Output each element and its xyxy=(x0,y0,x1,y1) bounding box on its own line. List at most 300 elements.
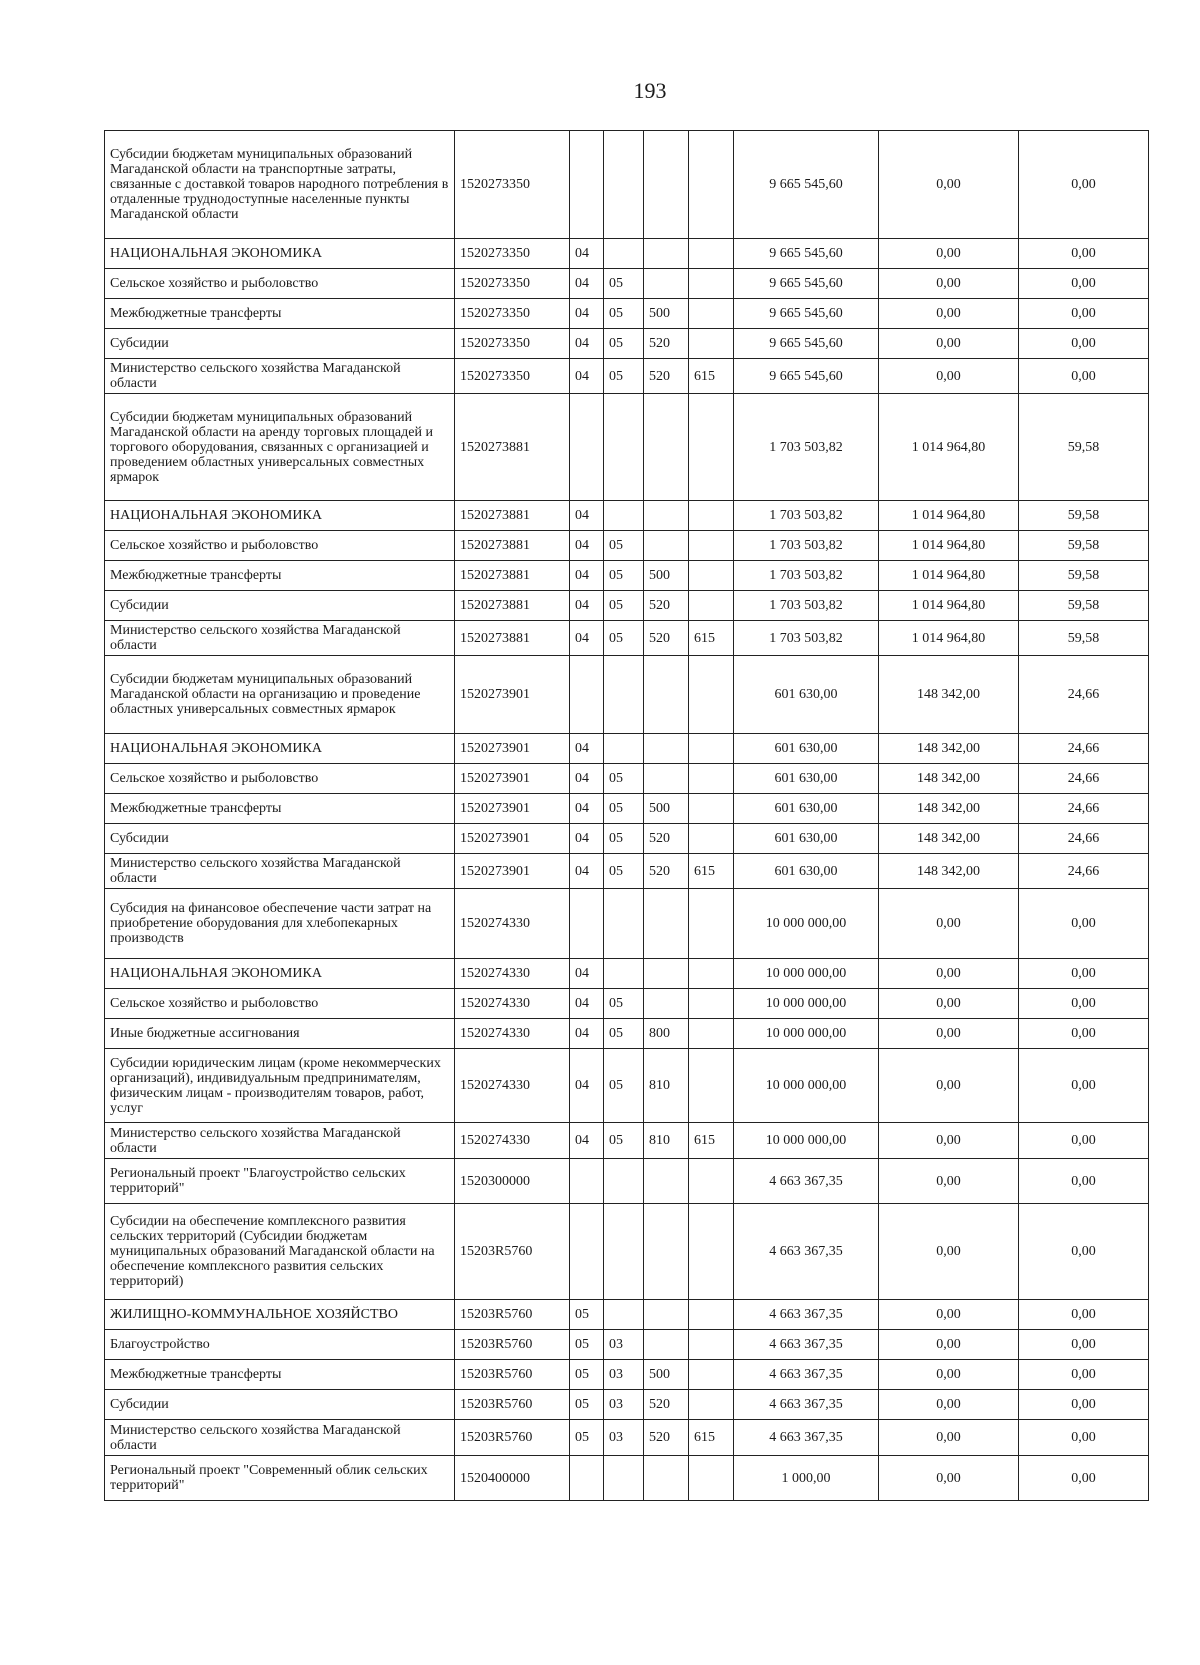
row-expense-type: 520 xyxy=(644,854,689,889)
row-administrator xyxy=(689,1204,734,1300)
row-subsection: 05 xyxy=(604,269,644,299)
table-row xyxy=(105,394,1149,501)
row-administrator xyxy=(689,656,734,734)
row-expense-type xyxy=(644,889,689,959)
row-executed-amount: 0,00 xyxy=(879,359,1019,394)
row-planned-amount: 1 703 503,82 xyxy=(734,531,879,561)
row-execution-percent: 0,00 xyxy=(1019,1123,1149,1159)
row-section xyxy=(570,1456,604,1501)
row-executed-amount: 148 342,00 xyxy=(879,734,1019,764)
row-subsection xyxy=(604,656,644,734)
row-subsection: 05 xyxy=(604,329,644,359)
row-section: 04 xyxy=(570,329,604,359)
row-target-code: 1520273350 xyxy=(455,359,570,394)
row-planned-amount: 601 630,00 xyxy=(734,854,879,889)
table-row xyxy=(105,239,1149,269)
row-expense-type xyxy=(644,269,689,299)
row-target-code: 15203R5760 xyxy=(455,1420,570,1456)
row-target-code: 1520274330 xyxy=(455,989,570,1019)
row-target-code: 1520274330 xyxy=(455,959,570,989)
row-target-code: 1520273881 xyxy=(455,561,570,591)
row-name: Благоустройство xyxy=(105,1330,455,1360)
row-planned-amount: 9 665 545,60 xyxy=(734,239,879,269)
row-planned-amount: 10 000 000,00 xyxy=(734,1123,879,1159)
row-target-code: 1520273881 xyxy=(455,501,570,531)
row-subsection: 03 xyxy=(604,1330,644,1360)
row-administrator: 615 xyxy=(689,1420,734,1456)
row-target-code: 1520273350 xyxy=(455,299,570,329)
table-row xyxy=(105,269,1149,299)
row-target-code: 15203R5760 xyxy=(455,1360,570,1390)
row-subsection: 03 xyxy=(604,1390,644,1420)
row-planned-amount: 10 000 000,00 xyxy=(734,989,879,1019)
row-name: Сельское хозяйство и рыболовство xyxy=(105,764,455,794)
table-row xyxy=(105,1330,1149,1360)
row-target-code: 1520300000 xyxy=(455,1159,570,1204)
row-section xyxy=(570,1204,604,1300)
table-row xyxy=(105,561,1149,591)
row-target-code: 1520273901 xyxy=(455,734,570,764)
row-planned-amount: 10 000 000,00 xyxy=(734,1019,879,1049)
row-target-code: 1520273350 xyxy=(455,131,570,239)
table-row xyxy=(105,889,1149,959)
table-row xyxy=(105,591,1149,621)
row-execution-percent: 0,00 xyxy=(1019,1420,1149,1456)
row-name: Субсидии xyxy=(105,1390,455,1420)
row-planned-amount: 10 000 000,00 xyxy=(734,889,879,959)
row-target-code: 15203R5760 xyxy=(455,1204,570,1300)
table-row xyxy=(105,1159,1149,1204)
table-row xyxy=(105,329,1149,359)
row-expense-type: 500 xyxy=(644,1360,689,1390)
row-expense-type: 500 xyxy=(644,794,689,824)
row-subsection: 05 xyxy=(604,794,644,824)
row-name: Субсидии на обеспечение комплексного развития сельских территорий (Субсидии бюджетам муниципальных образований Магаданской области на обеспечение комплексного развития сельских территорий) xyxy=(105,1204,455,1300)
row-planned-amount: 601 630,00 xyxy=(734,824,879,854)
row-executed-amount: 1 014 964,80 xyxy=(879,561,1019,591)
row-planned-amount: 1 000,00 xyxy=(734,1456,879,1501)
row-subsection: 05 xyxy=(604,621,644,656)
row-planned-amount: 1 703 503,82 xyxy=(734,591,879,621)
row-name: Субсидии юридическим лицам (кроме некоммерческих организаций), индивидуальным предпринимателям, физическим лицам - производителям товаров, работ, услуг xyxy=(105,1049,455,1123)
row-target-code: 15203R5760 xyxy=(455,1300,570,1330)
row-name: Субсидия на финансовое обеспечение части затрат на приобретение оборудования для хлебопекарных производств xyxy=(105,889,455,959)
row-administrator xyxy=(689,764,734,794)
table-row xyxy=(105,794,1149,824)
row-section: 04 xyxy=(570,764,604,794)
row-administrator xyxy=(689,989,734,1019)
row-executed-amount: 148 342,00 xyxy=(879,854,1019,889)
row-name: НАЦИОНАЛЬНАЯ ЭКОНОМИКА xyxy=(105,959,455,989)
row-administrator xyxy=(689,889,734,959)
row-subsection: 05 xyxy=(604,854,644,889)
row-section xyxy=(570,656,604,734)
row-subsection: 05 xyxy=(604,359,644,394)
row-executed-amount: 0,00 xyxy=(879,1159,1019,1204)
row-name: Межбюджетные трансферты xyxy=(105,561,455,591)
row-executed-amount: 148 342,00 xyxy=(879,794,1019,824)
row-target-code: 1520273881 xyxy=(455,591,570,621)
row-name: Межбюджетные трансферты xyxy=(105,1360,455,1390)
row-section: 04 xyxy=(570,299,604,329)
row-executed-amount: 0,00 xyxy=(879,1330,1019,1360)
row-planned-amount: 9 665 545,60 xyxy=(734,299,879,329)
row-administrator xyxy=(689,824,734,854)
row-administrator xyxy=(689,1300,734,1330)
row-target-code: 1520274330 xyxy=(455,1123,570,1159)
row-executed-amount: 0,00 xyxy=(879,1204,1019,1300)
row-administrator xyxy=(689,561,734,591)
row-administrator xyxy=(689,1159,734,1204)
row-section: 04 xyxy=(570,561,604,591)
row-execution-percent: 59,58 xyxy=(1019,591,1149,621)
row-expense-type xyxy=(644,656,689,734)
row-planned-amount: 1 703 503,82 xyxy=(734,561,879,591)
row-administrator xyxy=(689,1456,734,1501)
row-execution-percent: 24,66 xyxy=(1019,764,1149,794)
table-row xyxy=(105,1049,1149,1123)
table-row xyxy=(105,299,1149,329)
row-expense-type: 500 xyxy=(644,299,689,329)
table-row xyxy=(105,531,1149,561)
table-row xyxy=(105,854,1149,889)
row-execution-percent: 0,00 xyxy=(1019,1019,1149,1049)
row-subsection xyxy=(604,394,644,501)
row-administrator xyxy=(689,501,734,531)
row-administrator xyxy=(689,269,734,299)
table-row xyxy=(105,131,1149,239)
row-executed-amount: 1 014 964,80 xyxy=(879,394,1019,501)
row-executed-amount: 0,00 xyxy=(879,131,1019,239)
row-name: Региональный проект "Благоустройство сельских территорий" xyxy=(105,1159,455,1204)
row-target-code: 15203R5760 xyxy=(455,1330,570,1360)
row-expense-type: 800 xyxy=(644,1019,689,1049)
row-planned-amount: 4 663 367,35 xyxy=(734,1390,879,1420)
row-planned-amount: 4 663 367,35 xyxy=(734,1420,879,1456)
row-subsection: 05 xyxy=(604,1123,644,1159)
row-executed-amount: 0,00 xyxy=(879,329,1019,359)
row-section: 04 xyxy=(570,501,604,531)
row-execution-percent: 59,58 xyxy=(1019,561,1149,591)
row-subsection xyxy=(604,239,644,269)
row-section: 04 xyxy=(570,989,604,1019)
row-target-code: 1520274330 xyxy=(455,1049,570,1123)
row-section: 05 xyxy=(570,1360,604,1390)
row-target-code: 1520274330 xyxy=(455,889,570,959)
row-execution-percent: 0,00 xyxy=(1019,1204,1149,1300)
row-planned-amount: 601 630,00 xyxy=(734,794,879,824)
row-execution-percent: 59,58 xyxy=(1019,394,1149,501)
row-section: 04 xyxy=(570,239,604,269)
row-target-code: 1520273901 xyxy=(455,764,570,794)
row-subsection xyxy=(604,889,644,959)
row-name: ЖИЛИЩНО-КОММУНАЛЬНОЕ ХОЗЯЙСТВО xyxy=(105,1300,455,1330)
row-section: 05 xyxy=(570,1300,604,1330)
row-execution-percent: 0,00 xyxy=(1019,889,1149,959)
row-name: Министерство сельского хозяйства Магаданской области xyxy=(105,621,455,656)
row-execution-percent: 0,00 xyxy=(1019,1456,1149,1501)
row-expense-type xyxy=(644,959,689,989)
row-section xyxy=(570,889,604,959)
row-expense-type: 520 xyxy=(644,824,689,854)
row-target-code: 1520273901 xyxy=(455,824,570,854)
row-section: 04 xyxy=(570,734,604,764)
row-planned-amount: 4 663 367,35 xyxy=(734,1159,879,1204)
row-subsection xyxy=(604,1159,644,1204)
row-name: Субсидии xyxy=(105,329,455,359)
row-planned-amount: 9 665 545,60 xyxy=(734,131,879,239)
row-name: Межбюджетные трансферты xyxy=(105,299,455,329)
row-administrator xyxy=(689,1360,734,1390)
row-execution-percent: 24,66 xyxy=(1019,854,1149,889)
table-row xyxy=(105,359,1149,394)
row-administrator xyxy=(689,794,734,824)
row-section: 04 xyxy=(570,621,604,656)
row-execution-percent: 0,00 xyxy=(1019,1159,1149,1204)
row-administrator xyxy=(689,329,734,359)
row-expense-type: 520 xyxy=(644,329,689,359)
table-row xyxy=(105,1300,1149,1330)
row-subsection xyxy=(604,501,644,531)
row-section: 04 xyxy=(570,959,604,989)
row-target-code: 15203R5760 xyxy=(455,1390,570,1420)
row-section: 05 xyxy=(570,1390,604,1420)
row-name: Сельское хозяйство и рыболовство xyxy=(105,531,455,561)
row-execution-percent: 24,66 xyxy=(1019,824,1149,854)
row-subsection: 05 xyxy=(604,1049,644,1123)
row-execution-percent: 59,58 xyxy=(1019,531,1149,561)
row-expense-type: 810 xyxy=(644,1123,689,1159)
row-subsection: 03 xyxy=(604,1360,644,1390)
row-administrator xyxy=(689,1330,734,1360)
row-executed-amount: 1 014 964,80 xyxy=(879,531,1019,561)
row-target-code: 1520273881 xyxy=(455,621,570,656)
row-execution-percent: 0,00 xyxy=(1019,131,1149,239)
row-expense-type: 810 xyxy=(644,1049,689,1123)
row-subsection: 03 xyxy=(604,1420,644,1456)
row-executed-amount: 0,00 xyxy=(879,959,1019,989)
row-subsection: 05 xyxy=(604,591,644,621)
table-row xyxy=(105,1360,1149,1390)
table-row xyxy=(105,959,1149,989)
row-expense-type xyxy=(644,1300,689,1330)
row-executed-amount: 0,00 xyxy=(879,989,1019,1019)
row-executed-amount: 148 342,00 xyxy=(879,824,1019,854)
row-expense-type xyxy=(644,131,689,239)
row-planned-amount: 1 703 503,82 xyxy=(734,621,879,656)
budget-table xyxy=(104,130,1149,1501)
row-name: Субсидии xyxy=(105,824,455,854)
row-subsection xyxy=(604,131,644,239)
row-subsection xyxy=(604,959,644,989)
row-planned-amount: 4 663 367,35 xyxy=(734,1204,879,1300)
row-target-code: 1520400000 xyxy=(455,1456,570,1501)
row-name: Иные бюджетные ассигнования xyxy=(105,1019,455,1049)
row-administrator xyxy=(689,299,734,329)
row-execution-percent: 0,00 xyxy=(1019,1330,1149,1360)
row-target-code: 1520273350 xyxy=(455,239,570,269)
row-expense-type xyxy=(644,531,689,561)
row-expense-type: 520 xyxy=(644,1420,689,1456)
row-planned-amount: 1 703 503,82 xyxy=(734,501,879,531)
row-executed-amount: 0,00 xyxy=(879,239,1019,269)
row-executed-amount: 148 342,00 xyxy=(879,764,1019,794)
row-section: 04 xyxy=(570,1123,604,1159)
row-executed-amount: 0,00 xyxy=(879,1123,1019,1159)
row-execution-percent: 59,58 xyxy=(1019,621,1149,656)
row-administrator xyxy=(689,1049,734,1123)
row-name: Региональный проект "Современный облик сельских территорий" xyxy=(105,1456,455,1501)
row-executed-amount: 0,00 xyxy=(879,1300,1019,1330)
row-expense-type: 500 xyxy=(644,561,689,591)
row-section: 04 xyxy=(570,1049,604,1123)
row-name: НАЦИОНАЛЬНАЯ ЭКОНОМИКА xyxy=(105,501,455,531)
row-section: 04 xyxy=(570,1019,604,1049)
row-target-code: 1520273901 xyxy=(455,854,570,889)
row-expense-type xyxy=(644,1159,689,1204)
row-section xyxy=(570,1159,604,1204)
row-execution-percent: 0,00 xyxy=(1019,269,1149,299)
row-subsection xyxy=(604,1204,644,1300)
row-section: 04 xyxy=(570,794,604,824)
row-execution-percent: 24,66 xyxy=(1019,794,1149,824)
row-execution-percent: 0,00 xyxy=(1019,299,1149,329)
row-section: 05 xyxy=(570,1330,604,1360)
row-expense-type xyxy=(644,764,689,794)
row-execution-percent: 0,00 xyxy=(1019,959,1149,989)
row-executed-amount: 0,00 xyxy=(879,1420,1019,1456)
row-executed-amount: 148 342,00 xyxy=(879,656,1019,734)
row-administrator xyxy=(689,131,734,239)
row-administrator xyxy=(689,531,734,561)
row-administrator: 615 xyxy=(689,1123,734,1159)
row-name: НАЦИОНАЛЬНАЯ ЭКОНОМИКА xyxy=(105,239,455,269)
row-planned-amount: 9 665 545,60 xyxy=(734,359,879,394)
row-subsection xyxy=(604,1456,644,1501)
row-executed-amount: 0,00 xyxy=(879,1456,1019,1501)
row-target-code: 1520273901 xyxy=(455,794,570,824)
row-expense-type xyxy=(644,1456,689,1501)
table-row xyxy=(105,1123,1149,1159)
table-row xyxy=(105,1420,1149,1456)
row-section xyxy=(570,394,604,501)
row-execution-percent: 24,66 xyxy=(1019,656,1149,734)
table-row xyxy=(105,734,1149,764)
row-subsection: 05 xyxy=(604,1019,644,1049)
table-row xyxy=(105,621,1149,656)
row-execution-percent: 0,00 xyxy=(1019,329,1149,359)
row-name: Сельское хозяйство и рыболовство xyxy=(105,989,455,1019)
row-planned-amount: 4 663 367,35 xyxy=(734,1300,879,1330)
row-expense-type: 520 xyxy=(644,591,689,621)
row-section: 04 xyxy=(570,591,604,621)
row-expense-type xyxy=(644,734,689,764)
row-expense-type xyxy=(644,239,689,269)
row-executed-amount: 1 014 964,80 xyxy=(879,621,1019,656)
row-administrator: 615 xyxy=(689,621,734,656)
row-name: Сельское хозяйство и рыболовство xyxy=(105,269,455,299)
row-planned-amount: 1 703 503,82 xyxy=(734,394,879,501)
row-target-code: 1520273881 xyxy=(455,394,570,501)
row-target-code: 1520273350 xyxy=(455,269,570,299)
row-name: Межбюджетные трансферты xyxy=(105,794,455,824)
row-section: 04 xyxy=(570,359,604,394)
row-expense-type xyxy=(644,501,689,531)
row-target-code: 1520274330 xyxy=(455,1019,570,1049)
row-expense-type xyxy=(644,394,689,501)
row-planned-amount: 4 663 367,35 xyxy=(734,1360,879,1390)
row-section: 04 xyxy=(570,269,604,299)
row-section xyxy=(570,131,604,239)
row-executed-amount: 0,00 xyxy=(879,1360,1019,1390)
table-row xyxy=(105,989,1149,1019)
row-expense-type: 520 xyxy=(644,359,689,394)
row-target-code: 1520273350 xyxy=(455,329,570,359)
row-expense-type xyxy=(644,1204,689,1300)
row-name: Министерство сельского хозяйства Магаданской области xyxy=(105,1420,455,1456)
row-name: Субсидии xyxy=(105,591,455,621)
row-administrator: 615 xyxy=(689,359,734,394)
row-subsection: 05 xyxy=(604,561,644,591)
row-subsection: 05 xyxy=(604,299,644,329)
row-administrator xyxy=(689,239,734,269)
row-executed-amount: 0,00 xyxy=(879,889,1019,959)
row-expense-type: 520 xyxy=(644,1390,689,1420)
row-subsection: 05 xyxy=(604,989,644,1019)
row-executed-amount: 0,00 xyxy=(879,1390,1019,1420)
row-section: 05 xyxy=(570,1420,604,1456)
row-planned-amount: 4 663 367,35 xyxy=(734,1330,879,1360)
row-administrator xyxy=(689,1390,734,1420)
row-administrator: 615 xyxy=(689,854,734,889)
row-administrator xyxy=(689,1019,734,1049)
row-expense-type: 520 xyxy=(644,621,689,656)
row-executed-amount: 1 014 964,80 xyxy=(879,591,1019,621)
row-execution-percent: 0,00 xyxy=(1019,359,1149,394)
row-subsection: 05 xyxy=(604,824,644,854)
row-execution-percent: 0,00 xyxy=(1019,1360,1149,1390)
row-planned-amount: 10 000 000,00 xyxy=(734,1049,879,1123)
row-name: Субсидии бюджетам муниципальных образований Магаданской области на организацию и проведение областных универсальных совместных ярмарок xyxy=(105,656,455,734)
table-row xyxy=(105,501,1149,531)
row-administrator xyxy=(689,394,734,501)
row-administrator xyxy=(689,734,734,764)
row-planned-amount: 10 000 000,00 xyxy=(734,959,879,989)
row-execution-percent: 0,00 xyxy=(1019,989,1149,1019)
row-administrator xyxy=(689,591,734,621)
row-section: 04 xyxy=(570,854,604,889)
row-executed-amount: 1 014 964,80 xyxy=(879,501,1019,531)
row-name: НАЦИОНАЛЬНАЯ ЭКОНОМИКА xyxy=(105,734,455,764)
row-expense-type xyxy=(644,989,689,1019)
row-executed-amount: 0,00 xyxy=(879,269,1019,299)
row-subsection: 05 xyxy=(604,531,644,561)
row-execution-percent: 0,00 xyxy=(1019,1390,1149,1420)
row-planned-amount: 601 630,00 xyxy=(734,734,879,764)
row-administrator xyxy=(689,959,734,989)
row-target-code: 1520273881 xyxy=(455,531,570,561)
row-target-code: 1520273901 xyxy=(455,656,570,734)
table-row xyxy=(105,656,1149,734)
row-planned-amount: 9 665 545,60 xyxy=(734,269,879,299)
row-execution-percent: 0,00 xyxy=(1019,1049,1149,1123)
table-row xyxy=(105,1456,1149,1501)
row-executed-amount: 0,00 xyxy=(879,1019,1019,1049)
row-name: Министерство сельского хозяйства Магаданской области xyxy=(105,1123,455,1159)
table-row xyxy=(105,1204,1149,1300)
row-execution-percent: 59,58 xyxy=(1019,501,1149,531)
row-planned-amount: 9 665 545,60 xyxy=(734,329,879,359)
